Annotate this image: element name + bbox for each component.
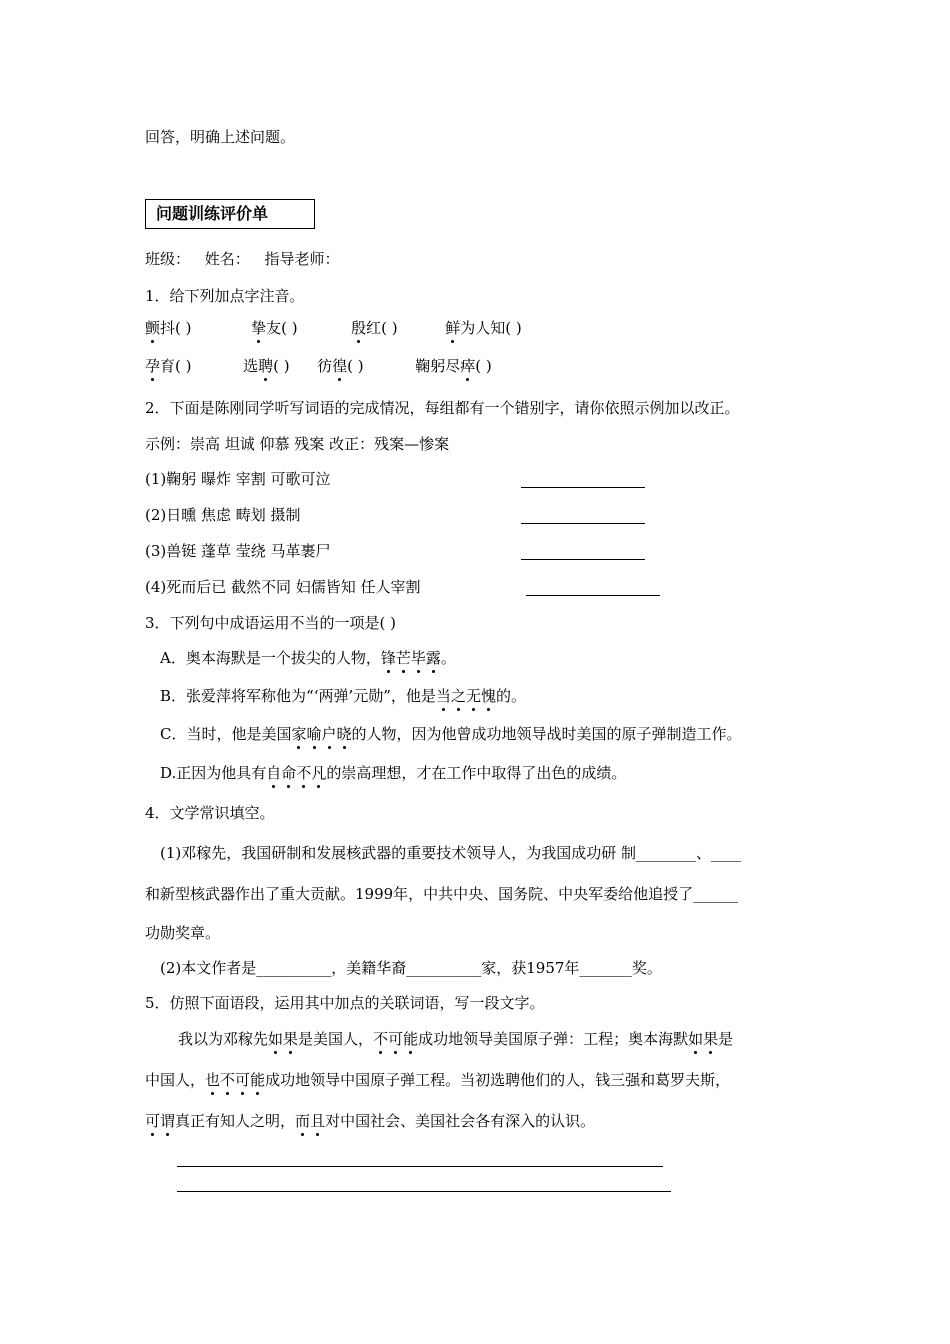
answer-line: [526, 595, 660, 596]
pinyin-item: 鞠躬尽瘁( ): [415, 357, 492, 375]
q2-item-4: (4)死而后已 截然不同 妇儒皆知 任人宰割: [145, 578, 421, 596]
header-line: 班级： 姓名： 指导老师：: [145, 250, 340, 268]
q2-example: 示例：崇高 坦诚 仰慕 残案 改正：残案—惨案: [145, 435, 450, 453]
writing-line: [177, 1166, 663, 1167]
pinyin-item: 鲜为人知( ): [445, 319, 522, 337]
q3-option-d: D.正因为他具有自命不凡的崇高理想，才在工作中取得了出色的成绩。: [160, 764, 627, 782]
pinyin-item: 殷红( ): [351, 319, 398, 337]
answer-line: [521, 487, 645, 488]
answer-line: [521, 559, 645, 560]
q5-passage-line2: 中国人，也不可能成功地领导中国原子弹工程。当初选聘他们的人，钱三强和葛罗夫斯，: [145, 1071, 731, 1089]
q1-title: 1．给下列加点字注音。: [145, 287, 305, 305]
q1-row1: [145, 318, 522, 338]
answer-line: [521, 523, 645, 524]
pinyin-item: 挚友( ): [251, 319, 298, 337]
pinyin-item: 选聘( ): [243, 357, 290, 375]
q2-title: 2．下面是陈刚同学听写词语的完成情况，每组都有一个错别字，请你依照示例加以改正。: [145, 399, 740, 417]
q3-option-a: A．奥本海默是一个拔尖的人物，锋芒毕露。: [160, 649, 456, 667]
q5-title: 5．仿照下面语段，运用其中加点的关联词语，写一段文字。: [145, 994, 545, 1012]
q3-option-b: B．张爱萍将军称他为“‘两弹’元勋”，他是当之无愧的。: [160, 687, 526, 705]
q4-title: 4．文学常识填空。: [145, 804, 275, 822]
section-title: 问题训练评价单: [145, 199, 315, 229]
q5-passage-line1: 我以为邓稼先如果是美国人，不可能成功地领导美国原子弹：工程；奥本海默如果是: [178, 1030, 734, 1048]
pinyin-item: 颤抖( ): [145, 319, 192, 337]
q1-row2: [145, 356, 492, 376]
q5-passage-line3: 可谓真正有知人之明，而且对中国社会、美国社会各有深入的认识。: [145, 1112, 596, 1130]
q4-part1-line1: (1)邓稼先，我国研制和发展核武器的重要技术领导人，为我国成功研 制________、____: [160, 844, 742, 862]
q3-option-c: C．当时，他是美国家喻户晓的人物，因为他曾成功地领导战时美国的原子弹制造工作。: [160, 725, 742, 743]
pinyin-item: 孕育( ): [145, 357, 192, 375]
intro-line: 回答，明确上述问题。: [145, 128, 296, 146]
writing-line: [177, 1191, 671, 1192]
q2-item-2: (2)日曛 焦虑 畴划 摄制: [145, 506, 301, 524]
q2-item-3: (3)兽铤 蓬草 莹绕 马革裹尸: [145, 542, 331, 560]
q3-title: 3．下列句中成语运用不当的一项是( ): [145, 614, 397, 632]
q4-part1-line2: 和新型核武器作出了重大贡献。1999年，中共中央、国务院、中央军委给他追授了______: [145, 885, 739, 903]
q4-part2: (2)本文作者是__________，美籍华裔__________家，获1957年_______奖。: [160, 959, 662, 977]
pinyin-item: 彷徨( ): [317, 357, 364, 375]
q4-part1-line3: 功勋奖章。: [145, 924, 221, 942]
q2-item-1: (1)鞠躬 曝炸 宰割 可歌可泣: [145, 470, 331, 488]
